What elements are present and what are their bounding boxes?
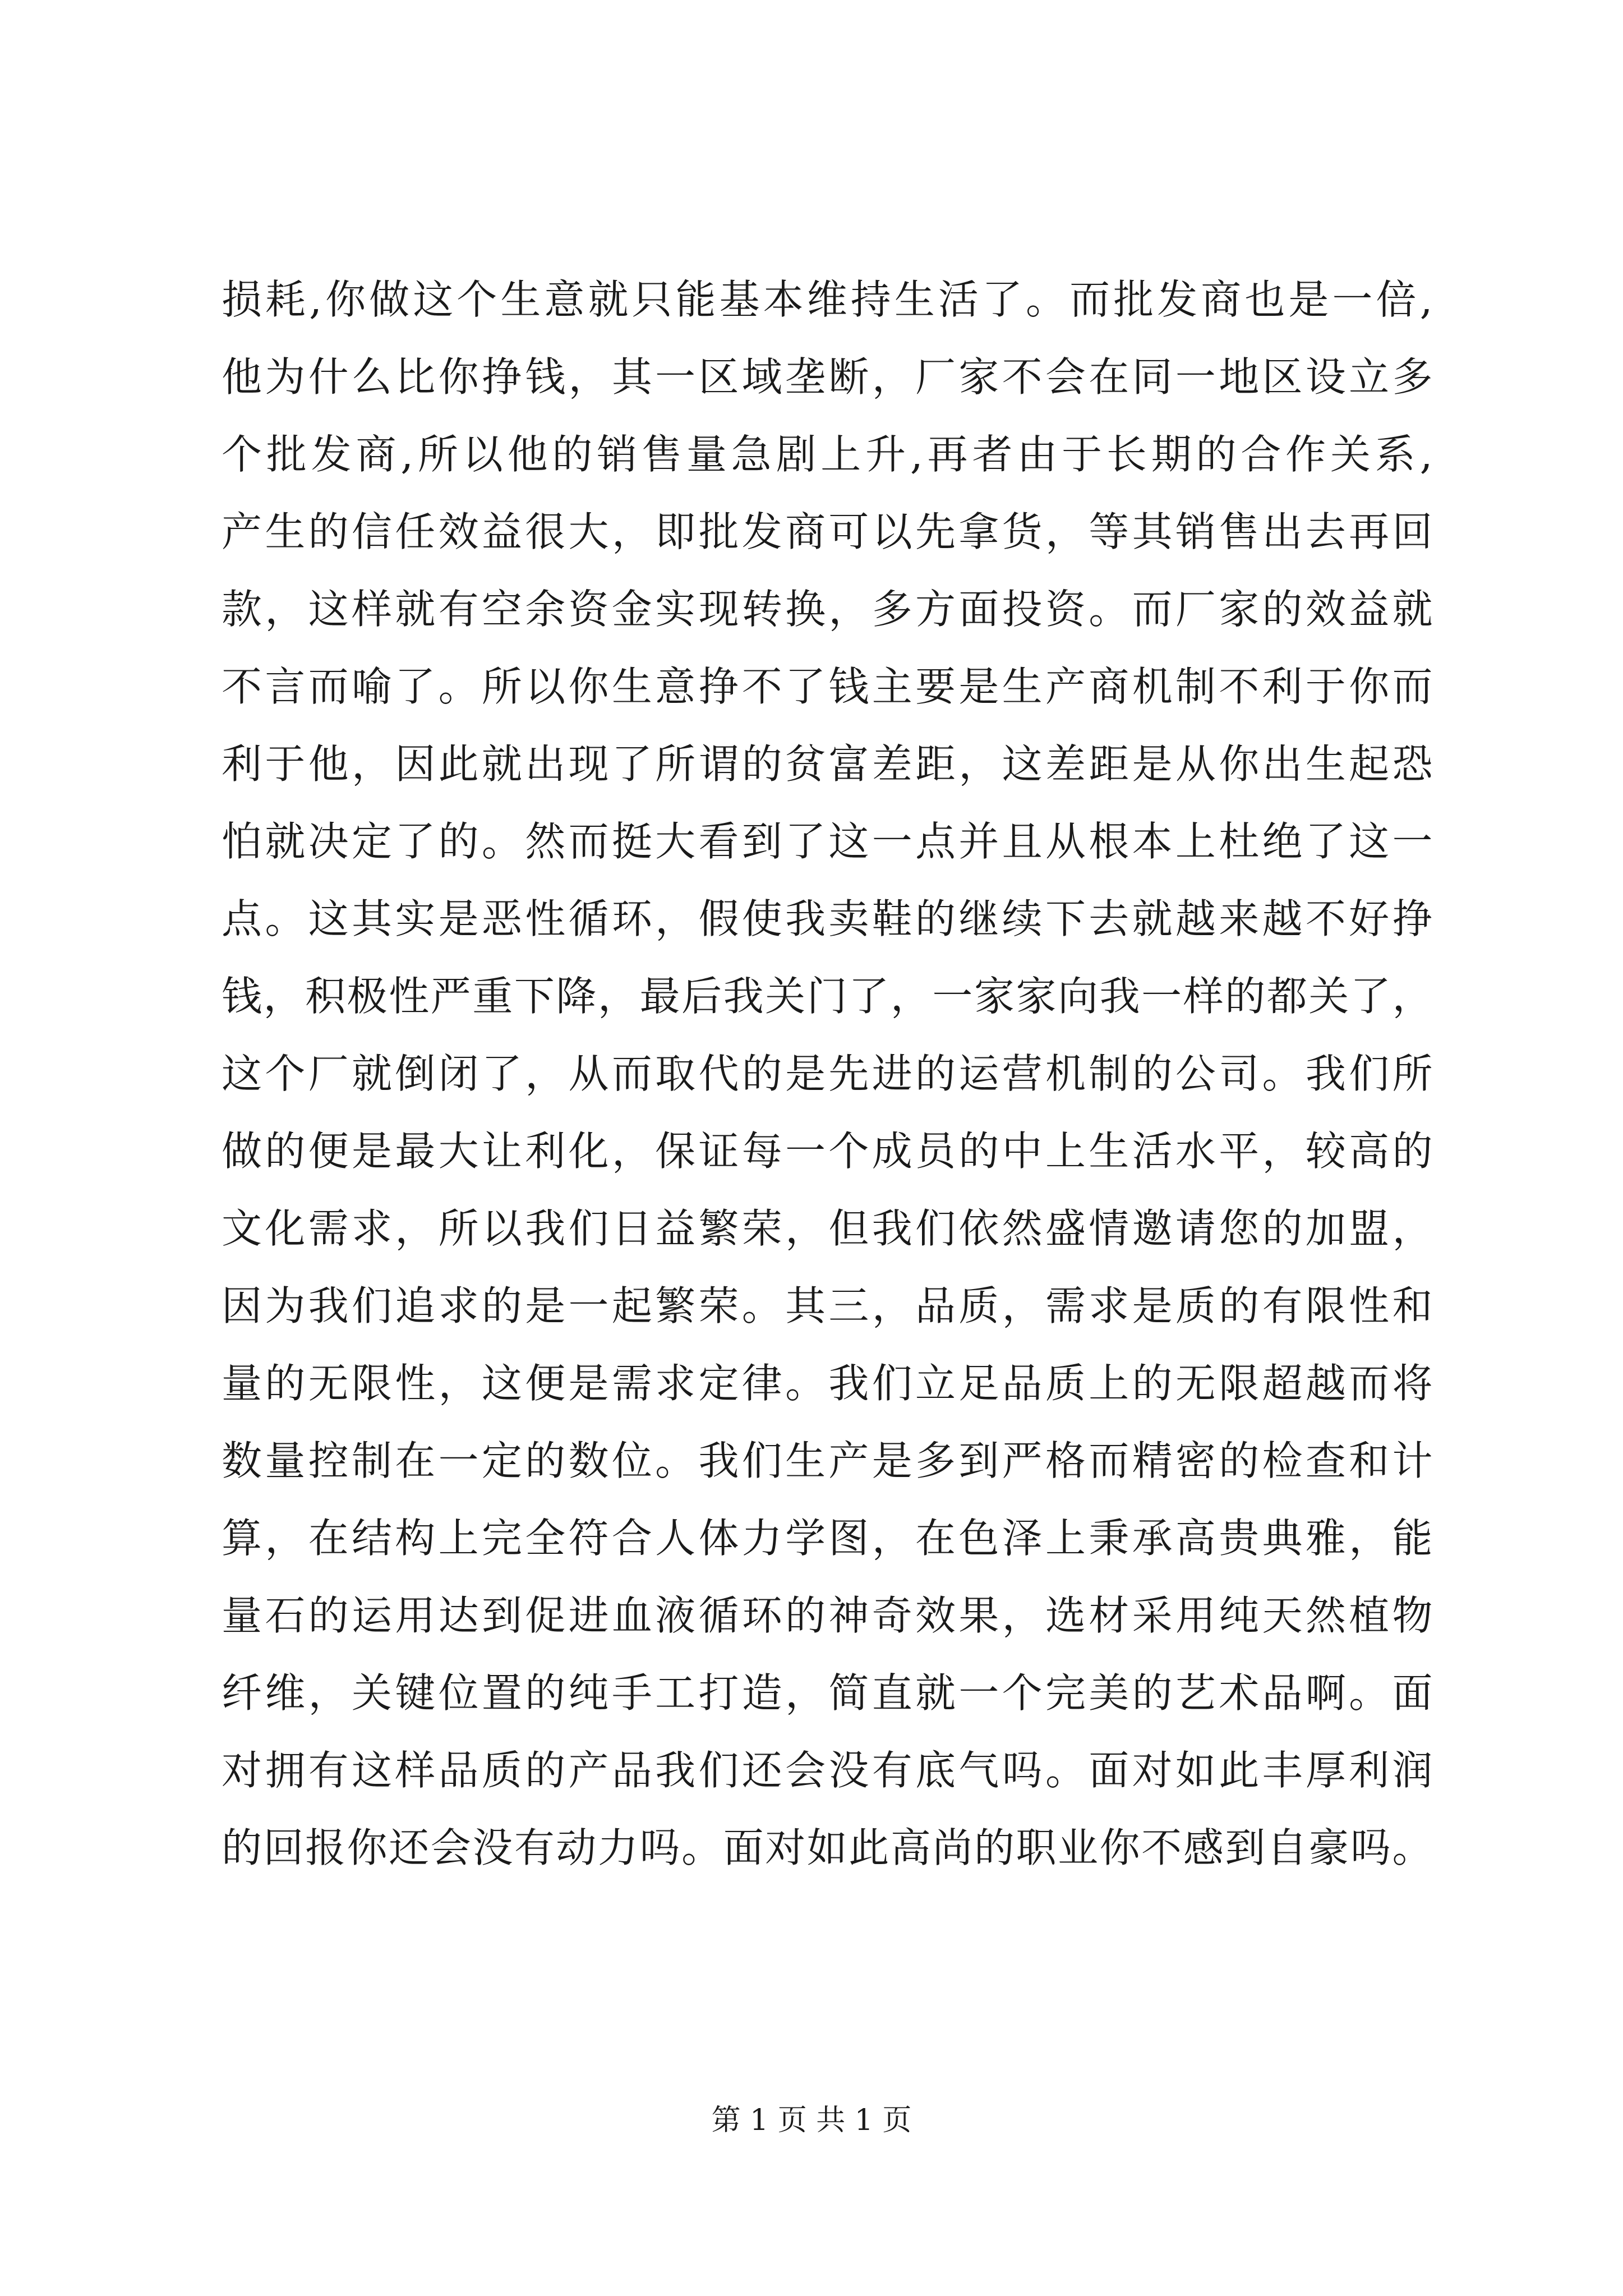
text-line: 纤维，关键位置的纯手工打造，简直就一个完美的艺术品啊。面 [222, 1669, 1433, 1717]
text-line: 怕就决定了的。然而挺大看到了这一点并且从根本上杜绝了这一 [222, 818, 1433, 865]
text-line: 做的便是最大让利化，保证每一个成员的中上生活水平，较高的 [222, 1128, 1433, 1175]
text-line: 这个厂就倒闭了，从而取代的是先进的运营机制的公司。我们所 [222, 1050, 1433, 1097]
text-line: 量的无限性，这便是需求定律。我们立足品质上的无限超越而将 [222, 1360, 1433, 1407]
text-line: 点。这其实是恶性循环，假使我卖鞋的继续下去就越来越不好挣 [222, 895, 1433, 942]
text-line: 利于他，因此就出现了所谓的贫富差距，这差距是从你出生起恐 [222, 740, 1433, 788]
text-line: 的回报你还会没有动力吗。面对如此高尚的职业你不感到自豪吗。 [222, 1824, 1433, 1871]
text-line: 因为我们追求的是一起繁荣。其三，品质，需求是质的有限性和 [222, 1282, 1433, 1329]
text-line: 产生的信任效益很大，即批发商可以先拿货，等其销售出去再回 [222, 508, 1433, 555]
text-line: 数量控制在一定的数位。我们生产是多到严格而精密的检查和计 [222, 1437, 1433, 1484]
page-number-label: 第 1 页 共 1 页 [711, 2104, 912, 2137]
text-line: 钱，积极性严重下降，最后我关门了，一家家向我一样的都关了， [222, 973, 1433, 1020]
text-line: 不言而喻了。所以你生意挣不了钱主要是生产商机制不利于你而 [222, 663, 1433, 710]
text-line: 对拥有这样品质的产品我们还会没有底气吗。面对如此丰厚利润 [222, 1747, 1433, 1794]
text-line: 损耗,你做这个生意就只能基本维持生活了。而批发商也是一倍, [222, 276, 1433, 323]
page-footer [0, 2101, 1623, 2140]
body-text [222, 261, 1433, 1887]
text-line: 量石的运用达到促进血液循环的神奇效果，选材采用纯天然植物 [222, 1592, 1433, 1639]
text-line: 个批发商,所以他的销售量急剧上升,再者由于长期的合作关系, [222, 431, 1433, 478]
text-line: 款，这样就有空余资金实现转换，多方面投资。而厂家的效益就 [222, 586, 1433, 633]
text-line: 文化需求，所以我们日益繁荣，但我们依然盛情邀请您的加盟， [222, 1205, 1433, 1252]
text-line: 算，在结构上完全符合人体力学图，在色泽上秉承高贵典雅，能 [222, 1515, 1433, 1562]
text-line: 他为什么比你挣钱，其一区域垄断，厂家不会在同一地区设立多 [222, 353, 1433, 401]
